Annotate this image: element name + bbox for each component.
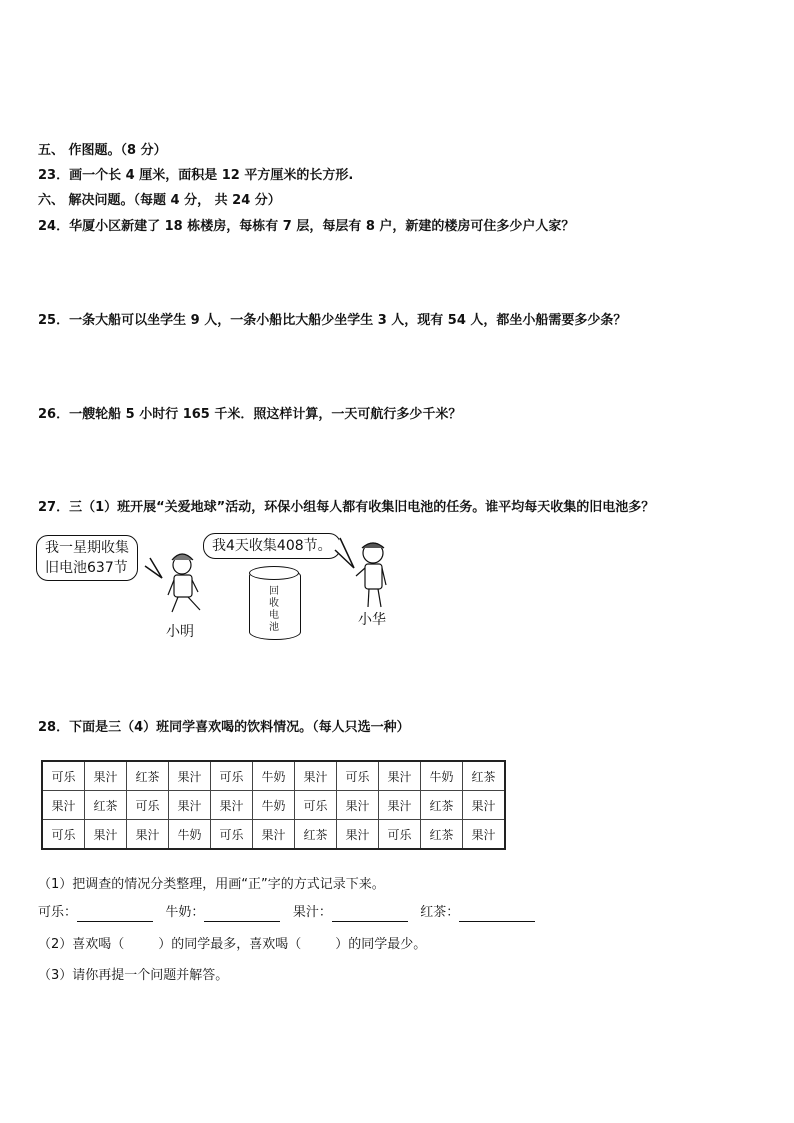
table-cell: 红茶 <box>421 820 463 850</box>
question-26: 26．一艘轮船 5 小时行 165 千米．照这样计算，一天可航行多少千米？ <box>38 407 462 422</box>
boy-xiaoming-icon <box>168 554 200 612</box>
answer-blank-cola[interactable] <box>77 909 153 922</box>
answer-blank-juice[interactable] <box>332 909 408 922</box>
section6-title: 六、 解决问题。（每题 4 分， 共 24 分） <box>38 193 281 208</box>
table-cell: 果汁 <box>169 761 211 791</box>
table-cell: 可乐 <box>337 761 379 791</box>
table-cell: 果汁 <box>463 820 506 850</box>
recycling-bin-lid <box>249 566 299 580</box>
section5-title: 五、 作图题。（8 分） <box>38 143 167 158</box>
table-cell: 红茶 <box>421 791 463 820</box>
table-cell: 牛奶 <box>253 761 295 791</box>
table-cell: 可乐 <box>42 820 85 850</box>
table-cell: 果汁 <box>379 791 421 820</box>
question-27: 27．三（1）班开展“关爱地球”活动，环保小组每人都有收集旧电池的任务。谁平均每天收集的旧电池多？ <box>38 500 655 515</box>
table-row <box>42 820 505 850</box>
part2-text-c: ）的同学最少。 <box>335 937 427 952</box>
table-cell: 红茶 <box>295 820 337 850</box>
table-cell: 果汁 <box>42 791 85 820</box>
table-cell: 红茶 <box>127 761 169 791</box>
table-cell: 牛奶 <box>169 820 211 850</box>
question-28-part2 <box>38 936 426 954</box>
question-28: 28．下面是三（4）班同学喜欢喝的饮料情况。（每人只选一种） <box>38 720 410 735</box>
record-line <box>38 904 535 922</box>
table-cell: 可乐 <box>127 791 169 820</box>
table-cell: 果汁 <box>337 791 379 820</box>
table-cell: 果汁 <box>211 791 253 820</box>
table-cell: 果汁 <box>85 820 127 850</box>
label-cola: 可乐： <box>38 905 78 920</box>
table-cell: 果汁 <box>463 791 506 820</box>
question-23: 23．画一个长 4 厘米，面积是 12 平方厘米的长方形. <box>38 168 354 183</box>
table-row <box>42 761 505 791</box>
part2-text-a: （2）喜欢喝（ <box>38 937 125 952</box>
bubble-line: 我一星期收集 <box>45 540 129 556</box>
label-milk: 牛奶： <box>165 905 205 920</box>
bubble-line: 我4天收集408节。 <box>212 538 332 554</box>
name-xiaohua: 小华 <box>358 612 386 628</box>
table-cell: 果汁 <box>253 820 295 850</box>
part2-text-b: ）的同学最多，喜欢喝（ <box>158 937 302 952</box>
question-28-part1: （1）把调查的情况分类整理，用画“正”字的方式记录下来。 <box>38 877 385 892</box>
table-cell: 果汁 <box>337 820 379 850</box>
table-cell: 红茶 <box>463 761 506 791</box>
label-tea: 红茶： <box>420 905 460 920</box>
question-24: 24．华厦小区新建了 18 栋楼房，每栋有 7 层，每层有 8 户，新建的楼房可住多少户人家？ <box>38 219 575 234</box>
table-cell: 果汁 <box>85 761 127 791</box>
table-cell: 可乐 <box>295 791 337 820</box>
question-25: 25．一条大船可以坐学生 9 人，一条小船比大船少坐学生 3 人，现有 54 人，都坐小船需要多少条？ <box>38 313 627 328</box>
table-cell: 可乐 <box>211 820 253 850</box>
table-cell: 牛奶 <box>253 791 295 820</box>
drink-survey-table <box>41 760 506 850</box>
bubble-tail-right <box>335 538 354 568</box>
table-cell: 果汁 <box>127 820 169 850</box>
answer-blank-milk[interactable] <box>204 909 280 922</box>
boy-xiaohua-icon <box>356 543 386 607</box>
table-cell: 果汁 <box>295 761 337 791</box>
label-juice: 果汁： <box>292 905 332 920</box>
table-cell: 可乐 <box>211 761 253 791</box>
table-cell: 果汁 <box>169 791 211 820</box>
bubble-tail-left <box>145 558 162 578</box>
table-cell: 红茶 <box>85 791 127 820</box>
bubble-line: 旧电池637节 <box>45 560 128 576</box>
question-28-part3: （3）请你再提一个问题并解答。 <box>38 968 229 983</box>
table-cell: 牛奶 <box>421 761 463 791</box>
table-cell: 果汁 <box>379 761 421 791</box>
answer-blank-tea[interactable] <box>459 909 535 922</box>
table-cell: 可乐 <box>42 761 85 791</box>
name-xiaoming: 小明 <box>166 624 194 640</box>
recycling-bin-label: 回收电池 <box>269 586 279 633</box>
table-cell: 可乐 <box>379 820 421 850</box>
table-row <box>42 791 505 820</box>
